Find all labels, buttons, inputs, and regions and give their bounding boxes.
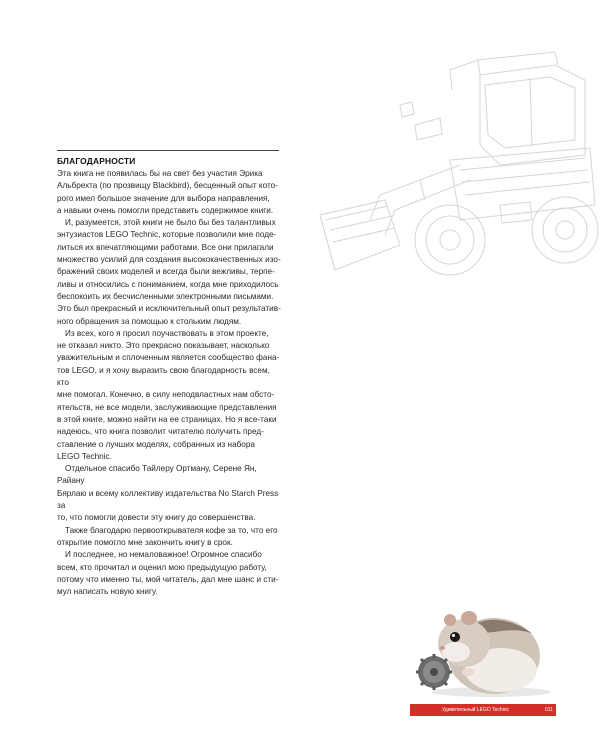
paragraph: Отдельное спасибо Тайлеру Ортману, Серене Ян, Райану Бярлаю и всему коллективу издательства No Starch Press за то, что помогли довести эту книгу до совершенства. (57, 464, 279, 523)
wheel-loader-illustration (300, 30, 600, 290)
section-heading: БЛАГОДАРНОСТИ (57, 156, 136, 166)
running-footer-title: Удивительный LEGO Technic (442, 707, 509, 713)
paragraph: И последнее, но немаловажное! Огромное спасибо всем, кто прочитал и оценил мою предыдущую работу, потому что именно ты, мой читатель, дал мне шанс и сти- мул написать новую книгу. (57, 550, 279, 597)
paragraph: Эта книга не появилась бы на свет без участия Эрика Альбрехта (по прозвищу Blackbird), бесценный опыт кото- рого имел большое значение для выбора направления, а навыки очень помогли представить содержимое книги. (57, 169, 278, 215)
hamster-photo (406, 588, 556, 698)
paragraph: Также благодарю первооткрывателя кофе за то, что его открытие помогло мне закончить книгу в срок. (57, 525, 278, 547)
paragraph: Из всех, кого я просил поучаствовать в этом проекте, не отказал никто. Это прекрасно показывает, насколько уважительным и сплоченным является сообщество фана- тов LEGO, и я хочу выразить свою благодарность всем, кто мне помогал. Конечно, в силу неподвластных нам обсто- ятельств, не все модели, заслуживающие представления в этой книге, можно найти на ее страницах. Но я все-таки надеюсь, что книга позволит читателю получить пред- ставление о лучших моделях, собранных из набора LEGO Technic. (57, 328, 280, 461)
paragraph: И, разумеется, этой книги не было бы без талантливых энтузиастов LEGO Technic, которые позволили мне поде- литься их впечатляющими работами. Все они прилагали множество усилий для создания высококачественных изо- бражений своих моделей и всегда были вежливы, терпе- ливы и относились с пониманием, когда мне приходилось беспокоить их бесчисленными электронными письмами. Это был прекрасный и исключительный опыт результатив- ного обращения за помощью к стольким людям. (57, 218, 281, 326)
page-number: 011 (542, 704, 556, 716)
acknowledgements-text (57, 168, 283, 598)
heading-rule (57, 150, 279, 151)
